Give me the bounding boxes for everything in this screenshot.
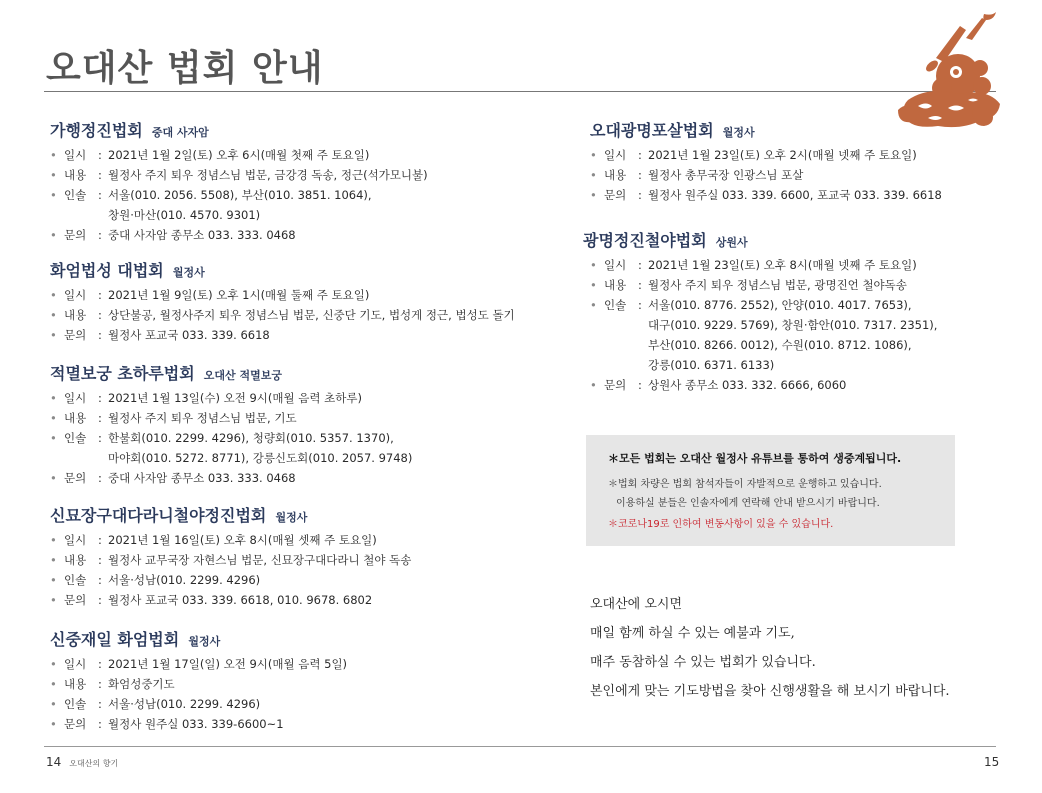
detail-value: 부산(010. 8266. 0012), 수원(010. 8712. 1086), [648, 338, 912, 352]
detail-value: 서울(010. 2056. 5508), 부산(010. 3851. 1064), [108, 188, 372, 202]
section-details [50, 285, 515, 345]
detail-value: 월정사 원주실 033. 339. 6600, 포교국 033. 339. 6618 [648, 188, 942, 202]
detail-value: 2021년 1월 2일(토) 오후 6시(매월 첫째 주 토요일) [108, 148, 370, 162]
closing-line: 오대산에 오시면 [590, 597, 683, 612]
detail-date: • 일시 : 2021년 1월 2일(토) 오후 6시(매월 첫째 주 토요일) [50, 145, 428, 165]
detail-content: • 내용 : 화엄성중기도 [50, 674, 347, 694]
title-divider [44, 91, 996, 92]
section-heading [50, 258, 515, 280]
detail-content: • 내용 : 월정사 주지 퇴우 정념스님 법문, 기도 [50, 408, 412, 428]
detail-value: 서울(010. 8776. 2552), 안양(010. 4017. 7653), [648, 298, 912, 312]
detail-inquiry: • 문의 : 월정사 포교국 033. 339. 6618, 010. 9678. 6802 [50, 590, 411, 610]
section-location: 월정사 [722, 126, 755, 139]
section-location: 월정사 [275, 511, 308, 524]
section-title: 적멸보궁 초하루법회 [50, 364, 195, 383]
section-location: 중대 사자암 [151, 126, 209, 139]
notice-transport-line: ＊법회 차량은 법회 참석자들이 자발적으로 운행하고 있습니다. [608, 479, 882, 490]
detail-label: 내용 [64, 553, 87, 567]
notice-covid-warning: ＊코로나19로 인하여 변동사항이 있을 수 있습니다. [608, 519, 834, 530]
closing-line: 매주 동참하실 수 있는 법회가 있습니다. [590, 655, 816, 670]
section-odae-gwangmyeong [590, 118, 942, 205]
section-sinjung-jaeil [50, 627, 347, 734]
section-heading [50, 118, 428, 140]
detail-guide: • 인솔 : 서울(010. 2056. 5508), 부산(010. 3851. 1064), 창원·마산(010. 4570. 9301) [50, 185, 428, 225]
detail-value: 2021년 1월 17일(일) 오전 9시(매월 음력 5일) [108, 657, 348, 671]
detail-content: • 내용 : 월정사 총무국장 인광스님 포살 [590, 165, 942, 185]
footer-divider [44, 746, 996, 747]
detail-value: 상단불공, 월정사주지 퇴우 정념스님 법문, 신중단 기도, 법성게 정근, 법성도 돌기 [108, 308, 515, 322]
detail-value: 2021년 1월 13일(수) 오전 9시(매월 음력 초하루) [108, 391, 362, 405]
detail-label: 문의 [64, 328, 87, 342]
section-title: 신묘장구대다라니철야정진법회 [50, 506, 267, 525]
closing-message [590, 590, 950, 706]
detail-label: 일시 [64, 657, 87, 671]
detail-value: 월정사 교무국장 자현스님 법문, 신묘장구대다라니 철야 독송 [108, 553, 412, 567]
closing-line: 매일 함께 하실 수 있는 예불과 기도, [590, 626, 795, 641]
detail-value: 한불회(010. 2299. 4296), 청량회(010. 5357. 1370), [108, 431, 394, 445]
section-location: 월정사 [188, 635, 221, 648]
detail-label: 내용 [604, 168, 627, 182]
section-details [50, 145, 428, 245]
section-title: 신중재일 화엄법회 [50, 630, 180, 649]
page-number-right: 15 [984, 755, 1000, 769]
notice-livestream: ＊모든 법회는 오대산 월정사 유튜브를 통하여 생중계됩니다. [608, 452, 902, 465]
section-gwangmyeong-jeongjin [583, 228, 937, 395]
detail-value: 대구(010. 9229. 5769), 창원·함안(010. 7317. 2351), [648, 318, 938, 332]
section-details [50, 388, 412, 488]
section-title: 화엄법성 대법회 [50, 261, 164, 280]
detail-value: 화엄성중기도 [108, 677, 175, 691]
detail-value: 서울·성남(010. 2299. 4296) [108, 697, 261, 711]
section-details [583, 255, 937, 395]
detail-label: 문의 [604, 378, 627, 392]
detail-value: 월정사 총무국장 인광스님 포살 [648, 168, 804, 182]
detail-label: 문의 [64, 228, 87, 242]
section-hwaeom-beopseong [50, 258, 515, 345]
detail-inquiry: • 문의 : 월정사 포교국 033. 339. 6618 [50, 325, 515, 345]
detail-guide: • 인솔 : 한불회(010. 2299. 4296), 청량회(010. 5357. 1370), 마야회(010. 5272. 8771), 강릉신도회(010. 2057. 9748) [50, 428, 412, 468]
detail-date: • 일시 : 2021년 1월 13일(수) 오전 9시(매월 음력 초하루) [50, 388, 412, 408]
detail-label: 인솔 [604, 298, 627, 312]
detail-value: 창원·마산(010. 4570. 9301) [108, 208, 261, 222]
detail-label: 일시 [64, 288, 87, 302]
notice-transport-line: 이용하실 분들은 인솔자에게 연락해 안내 받으시기 바랍니다. [616, 498, 880, 509]
detail-content: • 내용 : 월정사 주지 퇴우 정념스님 법문, 금강경 독송, 정근(석가모니불) [50, 165, 428, 185]
detail-value: 2021년 1월 23일(토) 오후 8시(매월 넷째 주 토요일) [648, 258, 917, 272]
detail-label: 문의 [64, 593, 87, 607]
detail-value: 월정사 주지 퇴우 정념스님 법문, 금강경 독송, 정근(석가모니불) [108, 168, 428, 182]
section-title: 오대광명포살법회 [590, 121, 714, 140]
detail-date: • 일시 : 2021년 1월 17일(일) 오전 9시(매월 음력 5일) [50, 654, 347, 674]
section-gahaeng-jeongjin [50, 118, 428, 245]
footer-left [46, 755, 118, 769]
section-heading [50, 627, 347, 649]
detail-date: • 일시 : 2021년 1월 16일(토) 오후 8시(매월 셋째 주 토요일) [50, 530, 411, 550]
detail-guide: • 인솔 : 서울·성남(010. 2299. 4296) [50, 570, 411, 590]
page-title: 오대산 법회 안내 [46, 47, 324, 89]
detail-date: • 일시 : 2021년 1월 23일(토) 오후 2시(매월 넷째 주 토요일) [590, 145, 942, 165]
detail-inquiry: • 문의 : 중대 사자암 종무소 033. 333. 0468 [50, 468, 412, 488]
detail-label: 내용 [64, 308, 87, 322]
detail-value: 월정사 포교국 033. 339. 6618 [108, 328, 270, 342]
detail-date: • 일시 : 2021년 1월 23일(토) 오후 8시(매월 넷째 주 토요일) [590, 255, 937, 275]
detail-label: 인솔 [64, 431, 87, 445]
detail-value: 월정사 원주실 033. 339-6600~1 [108, 717, 284, 731]
section-heading [50, 361, 412, 383]
detail-value: 서울·성남(010. 2299. 4296) [108, 573, 261, 587]
detail-label: 내용 [64, 411, 87, 425]
detail-value: 마야회(010. 5272. 8771), 강릉신도회(010. 2057. 9748) [108, 451, 413, 465]
detail-label: 인솔 [64, 697, 87, 711]
detail-value: 2021년 1월 23일(토) 오후 2시(매월 넷째 주 토요일) [648, 148, 917, 162]
detail-value: 상원사 종무소 033. 332. 6666, 6060 [648, 378, 847, 392]
detail-label: 내용 [64, 168, 87, 182]
detail-value: 월정사 주지 퇴우 정념스님 법문, 기도 [108, 411, 297, 425]
section-heading [50, 503, 411, 525]
detail-value: 중대 사자암 종무소 033. 333. 0468 [108, 228, 296, 242]
detail-label: 인솔 [64, 573, 87, 587]
magazine-title: 오대산의 향기 [69, 759, 119, 768]
section-details [590, 145, 942, 205]
detail-value: 중대 사자암 종무소 033. 333. 0468 [108, 471, 296, 485]
detail-label: 일시 [604, 148, 627, 162]
detail-inquiry: • 문의 : 월정사 원주실 033. 339. 6600, 포교국 033. 339. 6618 [590, 185, 942, 205]
detail-inquiry: • 문의 : 상원사 종무소 033. 332. 6666, 6060 [590, 375, 937, 395]
section-details [50, 530, 411, 610]
detail-label: 문의 [604, 188, 627, 202]
detail-value: 월정사 포교국 033. 339. 6618, 010. 9678. 6802 [108, 593, 373, 607]
detail-label: 일시 [604, 258, 627, 272]
detail-guide: • 인솔 : 서울(010. 8776. 2552), 안양(010. 4017. 7653), 대구(010. 9229. 5769), 창원·함안(010. 7317. 2351), 부산(010. 8266. 0012), 수원(010. 8712. 1086), 강릉(010. 6371. 6133) [590, 295, 937, 375]
detail-content: • 내용 : 월정사 교무국장 자현스님 법문, 신묘장구대다라니 철야 독송 [50, 550, 411, 570]
page-number-left: 14 [46, 755, 62, 769]
section-title: 광명정진철야법회 [583, 231, 707, 250]
section-location: 오대산 적멸보궁 [203, 369, 282, 382]
notice-box [586, 435, 955, 546]
detail-content: • 내용 : 상단불공, 월정사주지 퇴우 정념스님 법문, 신중단 기도, 법성게 정근, 법성도 돌기 [50, 305, 515, 325]
detail-inquiry: • 문의 : 월정사 원주실 033. 339-6600~1 [50, 714, 347, 734]
detail-inquiry: • 문의 : 중대 사자암 종무소 033. 333. 0468 [50, 225, 428, 245]
section-heading [583, 228, 937, 250]
detail-content: • 내용 : 월정사 주지 퇴우 정념스님 법문, 광명진언 철야독송 [590, 275, 937, 295]
detail-guide: • 인솔 : 서울·성남(010. 2299. 4296) [50, 694, 347, 714]
section-sinmyojanggu [50, 503, 411, 610]
section-heading [590, 118, 942, 140]
section-title: 가행정진법회 [50, 121, 143, 140]
section-jeokmyeol-bogung [50, 361, 412, 488]
closing-line: 본인에게 맞는 기도방법을 찾아 신행생활을 해 보시기 바랍니다. [590, 684, 950, 699]
section-location: 상원사 [715, 236, 748, 249]
detail-label: 내용 [604, 278, 627, 292]
detail-label: 내용 [64, 677, 87, 691]
detail-label: 문의 [64, 471, 87, 485]
detail-label: 일시 [64, 148, 87, 162]
detail-label: 일시 [64, 533, 87, 547]
section-location: 월정사 [172, 266, 205, 279]
detail-value: 강릉(010. 6371. 6133) [648, 358, 775, 372]
detail-value: 월정사 주지 퇴우 정념스님 법문, 광명진언 철야독송 [648, 278, 907, 292]
detail-label: 일시 [64, 391, 87, 405]
detail-value: 2021년 1월 16일(토) 오후 8시(매월 셋째 주 토요일) [108, 533, 377, 547]
notice-transport [608, 475, 882, 513]
section-details [50, 654, 347, 734]
detail-value: 2021년 1월 9일(토) 오후 1시(매월 둘째 주 토요일) [108, 288, 370, 302]
detail-label: 인솔 [64, 188, 87, 202]
detail-label: 문의 [64, 717, 87, 731]
detail-date: • 일시 : 2021년 1월 9일(토) 오후 1시(매월 둘째 주 토요일) [50, 285, 515, 305]
